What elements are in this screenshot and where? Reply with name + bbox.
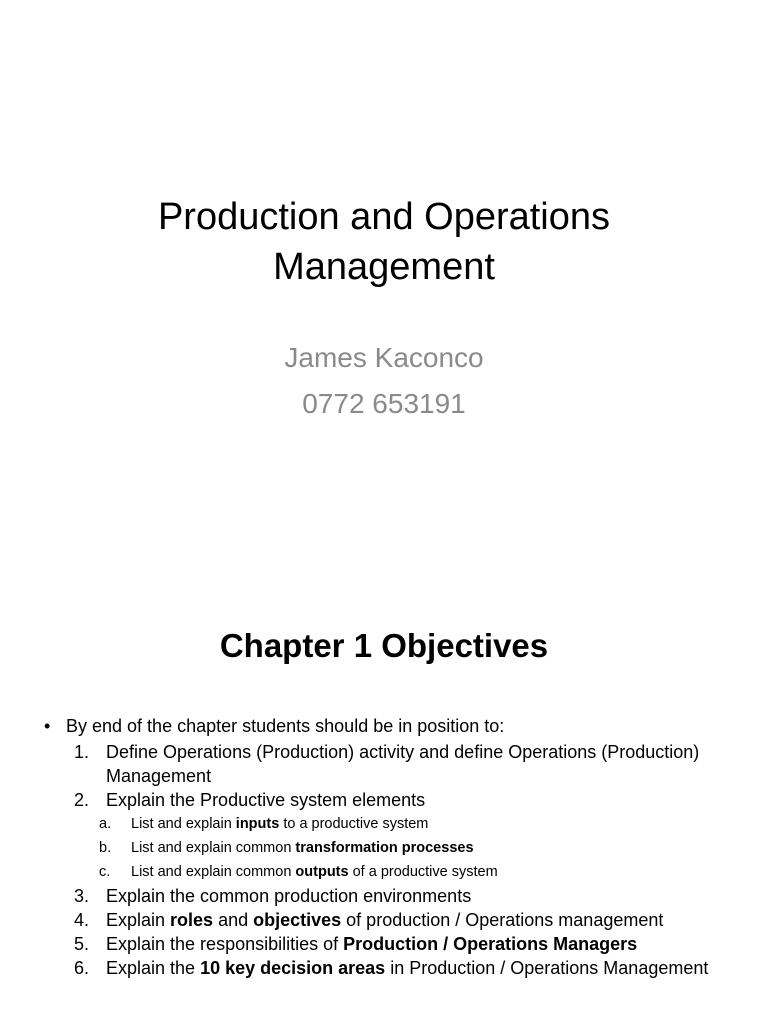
sub-objective-item xyxy=(0,860,768,884)
title-line-2: Management xyxy=(273,246,495,288)
bold-text: transformation processes xyxy=(295,840,474,856)
bold-text: 10 key decision areas xyxy=(200,958,386,978)
sub-objective-letter: a. xyxy=(99,816,112,832)
bold-text: inputs xyxy=(235,816,280,832)
objective-item xyxy=(0,788,726,812)
intro-bullet xyxy=(44,714,504,738)
objective-number: 4. xyxy=(74,910,90,930)
text-run: Explain the responsibilities of xyxy=(106,934,344,954)
text-run: Explain xyxy=(106,910,171,930)
text-run: List and explain common xyxy=(131,840,296,856)
title-line-1: Production and Operations xyxy=(157,196,611,238)
text-run: of production / Operations management xyxy=(341,910,664,930)
text-run: Explain the common production environments xyxy=(106,886,472,906)
text-run: to a productive system xyxy=(279,816,429,832)
sub-objective-letter: c. xyxy=(99,864,111,880)
text-run: Explain the xyxy=(106,958,201,978)
chapter-objectives-title: Chapter 1 Objectives xyxy=(219,627,549,664)
bold-text: roles xyxy=(170,910,214,930)
bold-text: outputs xyxy=(295,864,349,880)
objective-item xyxy=(0,908,726,932)
author-name: James Kaconco xyxy=(284,342,484,373)
sub-objective-item xyxy=(0,836,768,860)
presentation-title xyxy=(0,192,768,292)
sub-objective-letter: b. xyxy=(99,840,112,856)
objective-item xyxy=(0,884,726,908)
text-run: List and explain xyxy=(131,816,236,832)
objectives-list xyxy=(0,740,768,980)
text-run: Define Operations (Production) activity and define Operations (Production) Management xyxy=(106,742,700,786)
objective-number: 6. xyxy=(74,958,90,978)
intro-bullet-text: By end of the chapter students should be in position to: xyxy=(66,716,505,736)
objective-number: 3. xyxy=(74,886,90,906)
text-run: and xyxy=(213,910,254,930)
text-run: List and explain common xyxy=(131,864,296,880)
presentation-subtitle xyxy=(0,335,768,427)
objective-number: 1. xyxy=(74,742,90,762)
objective-number: 2. xyxy=(74,790,90,810)
text-run: Explain the Productive system elements xyxy=(106,790,426,810)
bullet-dot-icon: • xyxy=(44,716,51,736)
bold-text: objectives xyxy=(253,910,342,930)
author-phone: 0772 653191 xyxy=(302,388,466,419)
objective-number: 5. xyxy=(74,934,90,954)
objective-item xyxy=(0,956,726,980)
sub-objective-item xyxy=(0,812,768,836)
objective-item xyxy=(0,740,726,788)
text-run: in Production / Operations Management xyxy=(385,958,709,978)
objective-item xyxy=(0,932,726,956)
slide-objectives xyxy=(0,512,768,1024)
text-run: of a productive system xyxy=(348,864,498,880)
bold-text: Production / Operations Managers xyxy=(343,934,638,954)
